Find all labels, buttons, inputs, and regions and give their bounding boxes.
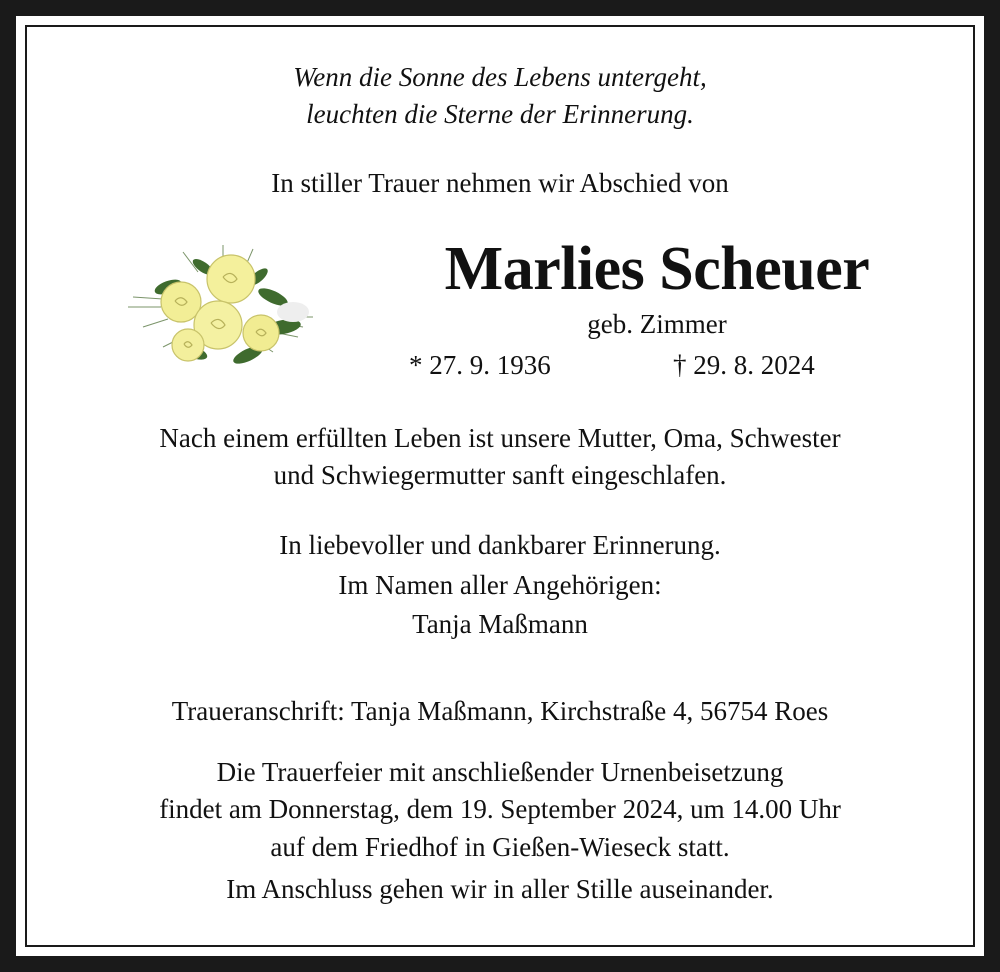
ceremony-line-2: findet am Donnerstag, dem 19. September 2024, um 14.00 Uhr xyxy=(159,794,841,824)
message-line-1: Nach einem erfüllten Leben ist unsere Mutter, Oma, Schwester xyxy=(159,423,841,453)
motto-line-2: leuchten die Sterne der Erinnerung. xyxy=(306,99,694,129)
ceremony-line-3: auf dem Friedhof in Gießen-Wieseck statt. xyxy=(270,832,730,862)
yellow-roses-image xyxy=(123,237,323,377)
death-date: † 29. 8. 2024 xyxy=(673,350,815,380)
motto-line-1: Wenn die Sonne des Lebens untergeht, xyxy=(293,62,707,92)
message-line-2: und Schwiegermutter sanft eingeschlafen. xyxy=(273,460,727,490)
closing-line-1: In liebevoller und dankbarer Erinnerung. xyxy=(279,530,721,560)
obituary-margin xyxy=(16,16,984,956)
deceased-name: Marlies Scheuer xyxy=(444,235,870,303)
birth-date: * 27. 9. 1936 xyxy=(409,350,551,380)
maiden-name: geb. Zimmer xyxy=(587,309,727,339)
obituary-frame xyxy=(25,25,975,947)
closing-line-2: Im Namen aller Angehörigen: xyxy=(338,570,662,600)
mourning-address: Traueranschrift: Tanja Maßmann, Kirchstraße 4, 56754 Roes xyxy=(171,696,829,726)
ceremony-line-1: Die Trauerfeier mit anschließender Urnenbeisetzung xyxy=(216,757,784,787)
ceremony-line-4: Im Anschluss gehen wir in aller Stille auseinander. xyxy=(226,874,774,904)
signer-name: Tanja Maßmann xyxy=(412,609,588,639)
intro-text: In stiller Trauer nehmen wir Abschied von xyxy=(271,168,729,198)
